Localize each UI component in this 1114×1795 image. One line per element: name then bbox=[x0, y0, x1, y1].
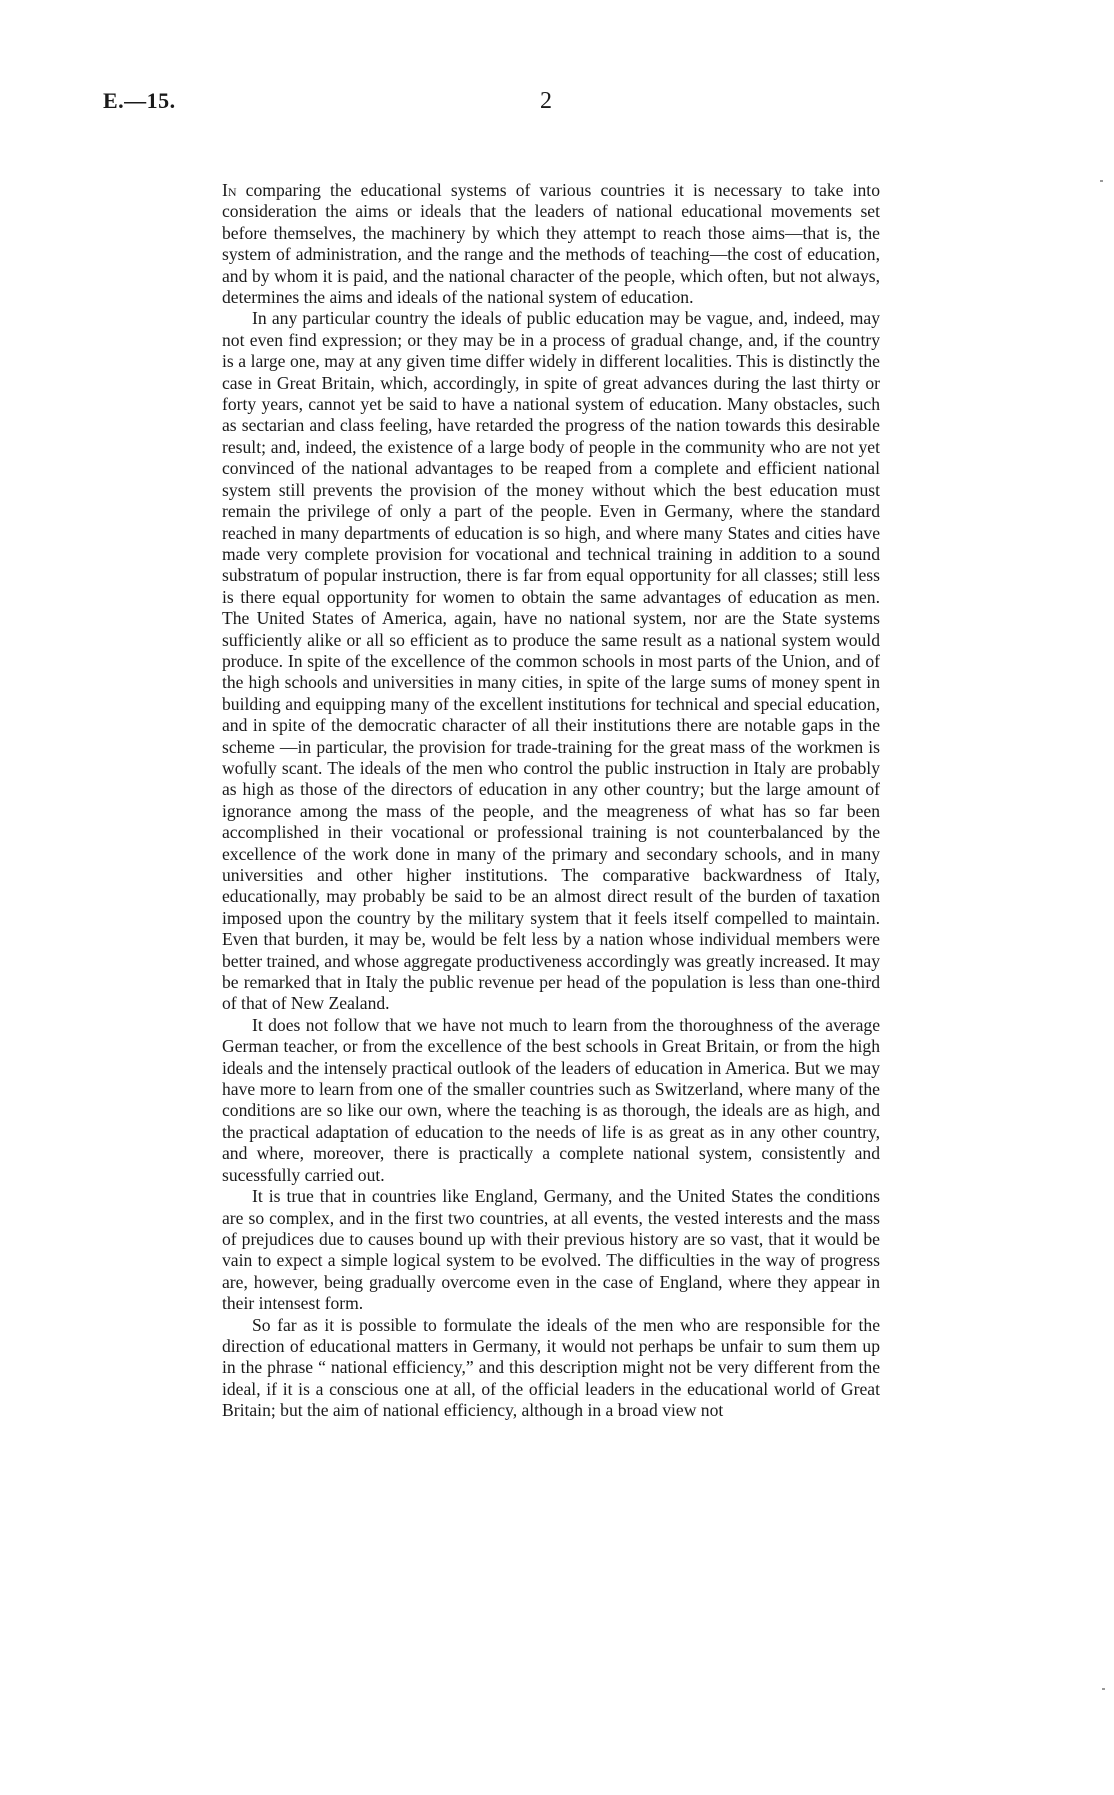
scan-speck bbox=[1100, 180, 1103, 182]
paragraph-1 bbox=[222, 180, 880, 308]
paragraph-3: It does not follow that we have not much to learn from the thoroughness of the average German teacher, or from the excellence of the best schools in Great Britain, or from the high ideals and the intensely practical outlook of the leaders of education in America. But we may have more to learn from one of the smaller countries such as Switzerland, where many of the conditions are so like our own, where the teaching is as thorough, the ideals are as high, and the practical adaptation of education to the needs of life is as great as in any other country, and where, moreover, there is practically a complete national system, consistently and sucessfully carried out. bbox=[222, 1014, 880, 1185]
scan-speck bbox=[1102, 1688, 1105, 1690]
paragraph-4: It is true that in countries like England, Germany, and the United States the conditions are so complex, and in the first two countries, at all events, the vested interests and the mass of prejudices due to causes bound up with their previous history are so vast, that it would be vain to expect a simple logical system to be evolved. The difficulties in the way of progress are, however, being gradually overcome even in the case of England, where they appear in their intensest form. bbox=[222, 1186, 880, 1314]
paragraph-text: comparing the educational systems of various countries it is necessary to take into consideration the aims or ideals that the leaders of national educational movements set before themselves, the machinery by which they attempt to reach those aims—that is, the system of administration, and the range and the methods of teaching—the cost of education, and by whom it is paid, and the national character of the people, which often, but not always, determines the aims and ideals of the national system of education. bbox=[222, 180, 880, 308]
paragraph-lead-word: In bbox=[222, 180, 237, 200]
paragraph-5: So far as it is possible to formulate the ideals of the men who are responsible for the direction of educational matters in Germany, it would not perhaps be unfair to sum them up in the phrase “ national efficiency,” and this description might not be very different from the ideal, if it is a conscious one at all, of the official leaders in the educational world of Great Britain; but the aim of national efficiency, although in a broad view not bbox=[222, 1314, 880, 1421]
page-number: 2 bbox=[540, 88, 552, 114]
body-text bbox=[222, 180, 880, 1422]
paragraph-2: In any particular country the ideals of public education may be vague, and, indeed, may not even find expression; or they may be in a process of gradual change, and, if the country is a large one, may at any given time differ widely in different localities. This is distinctly the case in Great Britain, which, accordingly, in spite of great advances during the last thirty or forty years, cannot yet be said to have a national system of education. Many obstacles, such as sectarian and class feeling, have retarded the progress of the nation towards this desirable result; and, indeed, the existence of a large body of people in the community who are not yet convinced of the national advantages to be reaped from a complete and efficient national system still prevents the provision of the money without which the best education must remain the privilege of only a part of the people. Even in Germany, where the standard reached in many departments of education is so high, and where many States and cities have made very complete provision for vocational and technical training in addition to a sound substratum of popular instruction, there is far from equal opportunity for all classes; still less is there equal opportunity for women to obtain the same advantages of education as men. The United States of America, again, have no national system, nor are the State systems sufficiently alike or all so efficient as to produce the same result as a national system would produce. In spite of the excellence of the common schools in most parts of the Union, and of the high schools and universities in many cities, in spite of the large sums of money spent in building and equipping many of the excellent institutions for technical and special education, and in spite of the democratic character of all their institutions there are notable gaps in the scheme —in particular, the provision for trade-training for the great mass of the workmen is wofully scant. The ideals of the men who control the public instruction in Italy are probably as high as those of the directors of education in any other country; but the large amount of ignorance among the mass of the people, and the meagreness of what has so far been accomplished in their vocational or professional training is not counterbalanced by the excellence of the work done in many of the primary and secondary schools, and in many universities and other higher institutions. The comparative backwardness of Italy, educationally, may probably be said to be an almost direct result of the burden of taxation imposed upon the country by the military system that it feels itself compelled to maintain. Even that burden, it may be, would be felt less by a nation whose individual members were better trained, and whose aggregate productiveness accordingly was greatly increased. It may be remarked that in Italy the public revenue per head of the population is less than one-third of that of New Zealand. bbox=[222, 308, 880, 1014]
document-reference: E.—15. bbox=[103, 88, 176, 113]
